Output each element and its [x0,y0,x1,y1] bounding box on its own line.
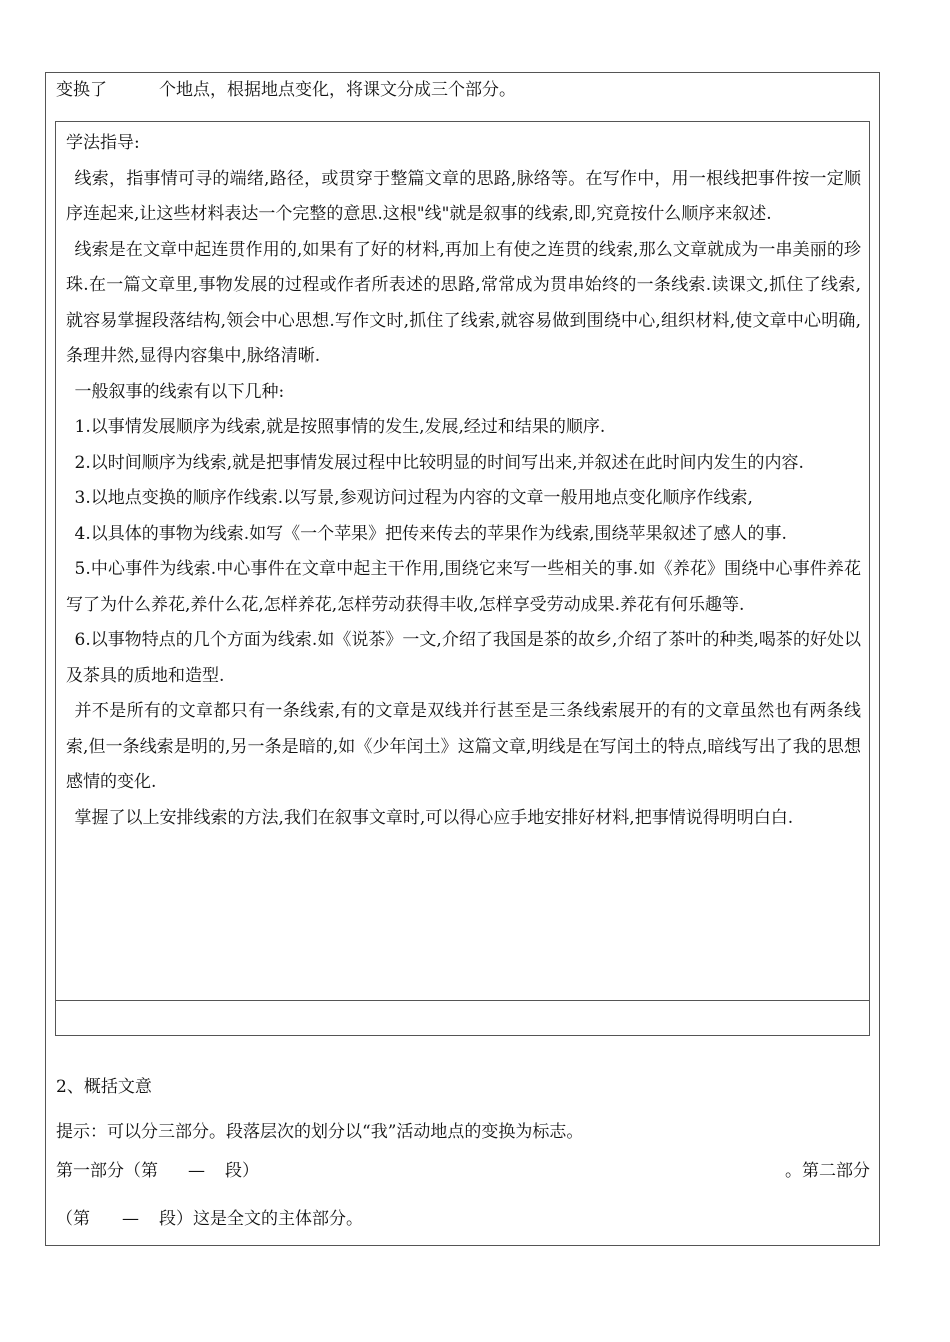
guide-paragraph: 掌握了以上安排线索的方法,我们在叙事文章时,可以得心应手地安排好材料,把事情说得明明白白. [74,807,794,828]
part2-line: （第 — 段）这是全文的主体部分。 [56,1209,363,1229]
section-title: 2、概括文意 [56,1077,152,1097]
top-line-before: 变换了 [56,80,107,100]
top-line [56,79,516,101]
study-guide-box [55,121,870,1036]
guide-paragraph: 线索是在文章中起连贯作用的,如果有了好的材料,再加上有使之连贯的线索,那么文章就成为一串美丽的珍珠.在一篇文章里,事物发展的过程或作者所表述的思路,常常成为贯串始终的一条线索.读课文,抓住了线索,就容易掌握段落结构,领会中心思想.写作文时,抓住了线索,就容易做到围绕中心,组织材料,使文章中心明确,条理井然,显得内容集中,脉络清晰. [66,239,861,366]
guide-paragraph: 1.以事情发展顺序为线索,就是按照事情的发生,发展,经过和结果的顺序. [74,417,606,437]
guide-paragraph: 2.以时间顺序为线索,就是把事情发展过程中比较明显的时间写出来,并叙述在此时间内发生的内容. [74,452,804,473]
study-guide-text [66,126,861,836]
guide-heading: 学法指导: [66,133,140,153]
top-line-after: 个地点，根据地点变化，将课文分成三个部分。 [159,80,516,100]
part1-line: 第一部分（第 — 段） [56,1161,259,1181]
guide-paragraph: 6.以事物特点的几个方面为线索.如《说茶》一文,介绍了我国是茶的故乡,介绍了茶叶的种类,喝茶的好处以及茶具的质地和造型. [66,630,861,686]
guide-paragraph: 4.以具体的事物为线索.如写《一个苹果》把传来传去的苹果作为线索,围绕苹果叙述了感人的事. [74,523,787,544]
guide-paragraph: 5.中心事件为线索.中心事件在文章中起主干作用,围绕它来写一些相关的事.如《养花》围绕中心事件养花写了为什么养花,养什么花,怎样养花,怎样劳动获得丰收,怎样享受劳动成果.养花有何乐趣等. [66,559,861,615]
part2-label: 。第二部分 [785,1161,870,1181]
guide-paragraph: 线索，指事情可寻的端绪,路径，或贯穿于整篇文章的思路,脉络等。在写作中，用一根线把事件按一定顺序连起来,让这些材料表达一个完整的意思.这根"线"就是叙事的线索,即,究竟按什么顺序来叙述. [66,168,861,224]
box-divider [56,1000,869,1001]
guide-paragraph: 并不是所有的文章都只有一条线索,有的文章是双线并行甚至是三条线索展开的有的文章虽然也有两条线索,但一条线索是明的,另一条是暗的,如《少年闰土》这篇文章,明线是在写闰土的特点,暗线写出了我的思想感情的变化. [66,701,861,792]
guide-paragraph: 一般叙事的线索有以下几种: [74,381,285,402]
guide-paragraph: 3.以地点变换的顺序作线索.以写景,参观访问过程为内容的文章一般用地点变化顺序作线索, [74,488,753,508]
section-hint: 提示：可以分三部分。段落层次的划分以“我”活动地点的变换为标志。 [56,1122,584,1142]
